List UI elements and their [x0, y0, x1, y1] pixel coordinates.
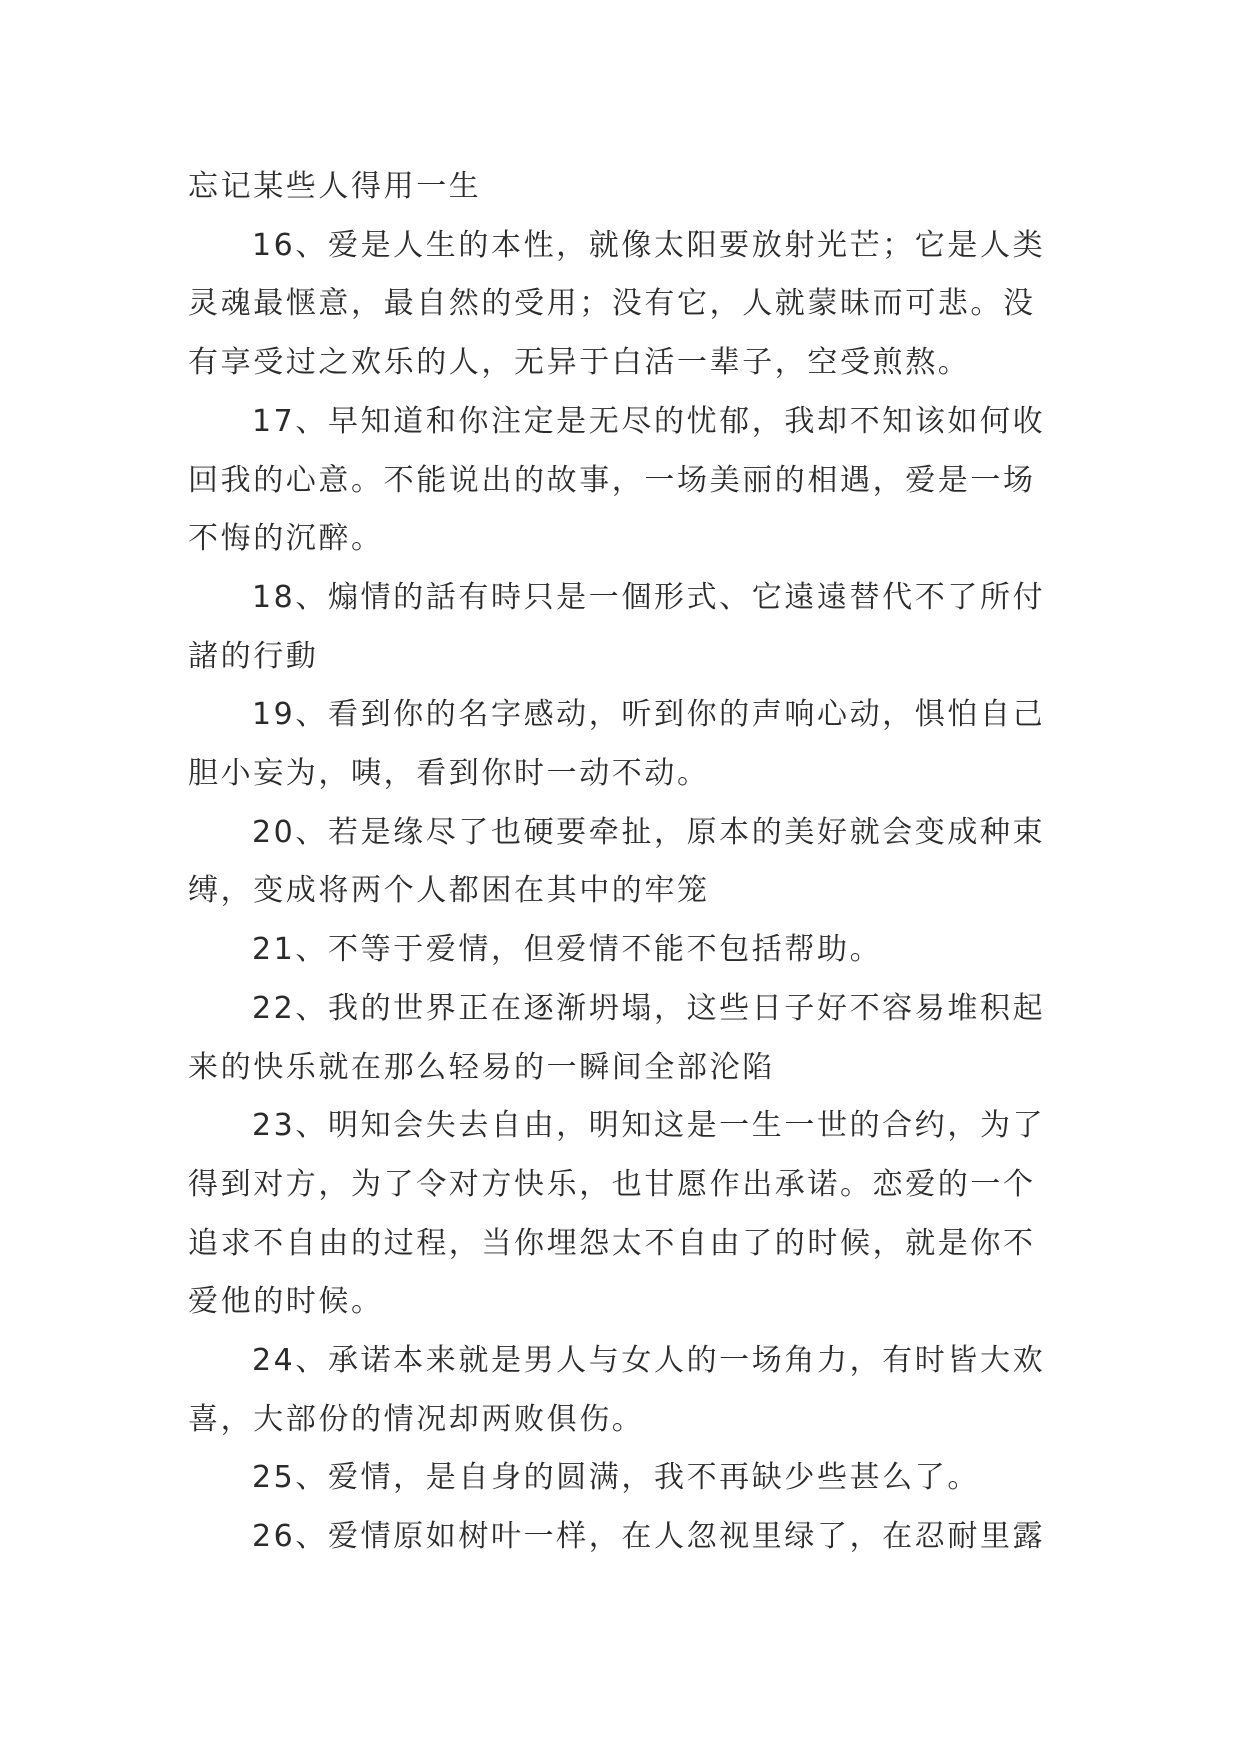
paragraph-24: 24、承诺本来就是男人与女人的一场角力，有时皆大欢喜，大部份的情况却两败俱伤。	[188, 1343, 1046, 1437]
paragraph-continuation: 忘记某些人得用一生	[188, 169, 482, 204]
paragraph-19: 19、看到你的名字感动，听到你的声响心动，惧怕自己胆小妄为，咦，看到你时一动不动。	[188, 697, 1046, 792]
document-body	[188, 158, 1060, 1567]
paragraph-20: 20、若是缘尽了也硬要牵扯，原本的美好就会变成种束缚，变成将两个人都困在其中的牢笼	[188, 814, 1046, 909]
paragraph-26: 26、爱情原如树叶一样，在人忽视里绿了，在忍耐里露	[252, 1519, 1046, 1555]
paragraph-25: 25、爱情，是自身的圆满，我不再缺少些甚么了。	[252, 1460, 980, 1496]
paragraph-23: 23、明知会失去自由，明知这是一生一世的合约，为了得到对方，为了令对方快乐，也甘愿作出承诺。恋爱的一个追求不自由的过程，当你埋怨太不自由了的时候，就是你不爱他的时候。	[188, 1108, 1046, 1320]
paragraph-16: 16、爱是人生的本性，就像太阳要放射光芒；它是人类灵魂最惬意，最自然的受用；没有它，人就蒙昧而可悲。没有享受过之欢乐的人，无异于白活一辈子，空受煎熬。	[188, 227, 1046, 381]
paragraph-17: 17、早知道和你注定是无尽的忧郁，我却不知该如何收回我的心意。不能说出的故事，一场美丽的相遇，爱是一场不悔的沉醉。	[188, 403, 1046, 557]
paragraph-22: 22、我的世界正在逐渐坍塌，这些日子好不容易堆积起来的快乐就在那么轻易的一瞬间全部沦陷	[188, 990, 1046, 1085]
paragraph-21: 21、不等于爱情，但爱情不能不包括帮助。	[252, 932, 883, 968]
paragraph-18: 18、煽情的話有時只是一個形式、它遠遠替代不了所付諸的行動	[188, 579, 1046, 674]
